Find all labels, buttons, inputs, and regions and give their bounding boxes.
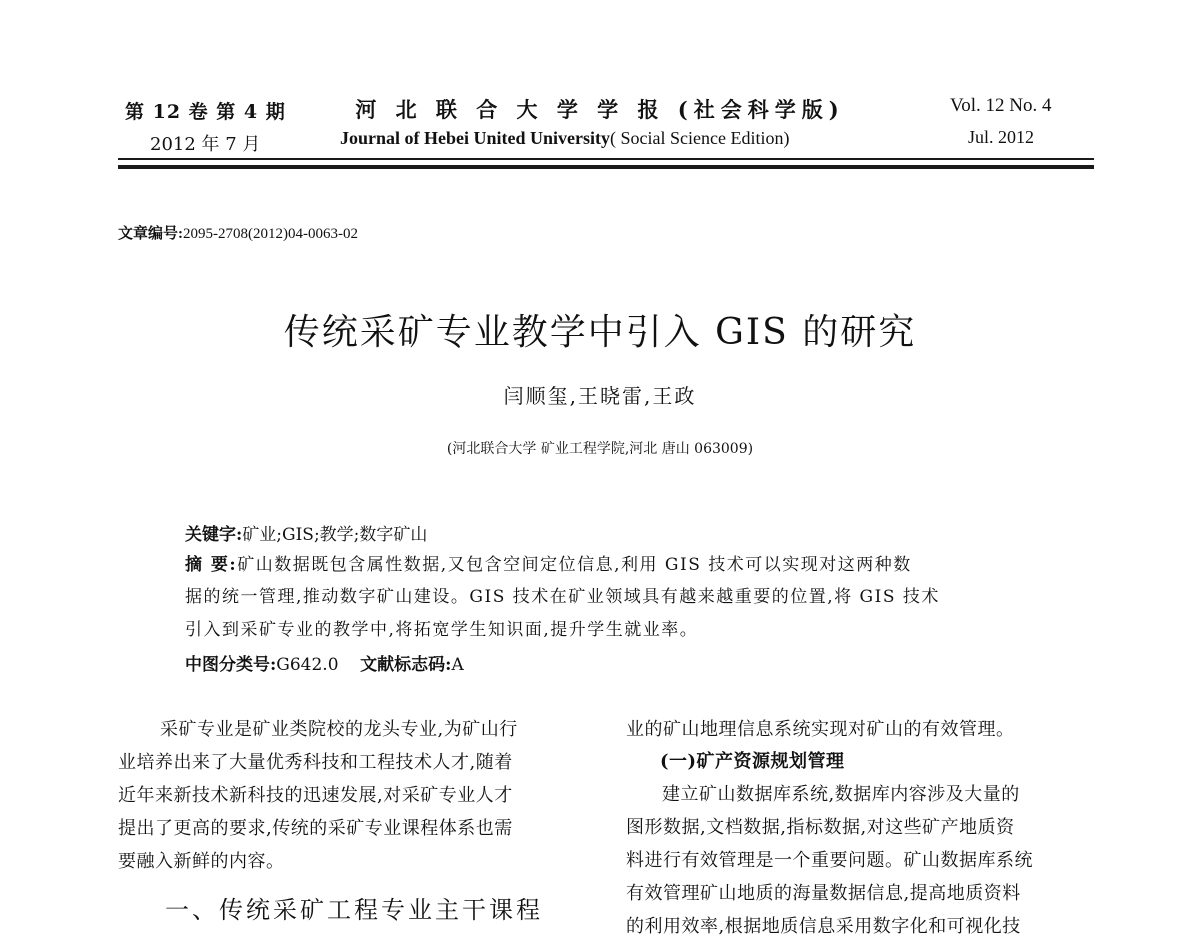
- article-number-label: 文章编号:: [118, 226, 183, 242]
- left-paragraph-line: 采矿专业是矿业类院校的龙头专业,为矿山行: [160, 719, 518, 740]
- clc-label: 中图分类号:: [185, 655, 277, 675]
- doc-code-value: A: [451, 655, 464, 675]
- vol-no: Vol. 12 No. 4: [950, 95, 1052, 116]
- authors: 闫顺玺,王晓雷,王政: [503, 384, 697, 408]
- paper-title: 传统采矿专业教学中引入 GIS 的研究: [283, 312, 917, 353]
- article-number-value: 2095-2708(2012)04-0063-02: [183, 226, 358, 242]
- article-number: [118, 222, 358, 243]
- abstract-label: 摘 要:: [185, 555, 238, 575]
- section-heading: 一、传统采矿工程专业主干课程: [165, 896, 543, 924]
- clc-value: G642.0: [276, 655, 339, 675]
- abstract-text: 矿山数据既包含属性数据,又包含空间定位信息,利用 GIS 技术可以实现对这两种数: [237, 555, 912, 575]
- right-paragraph-line: 料进行有效管理是一个重要问题。矿山数据库系统: [626, 850, 1033, 871]
- affiliation: (河北联合大学 矿业工程学院,河北 唐山 063009): [446, 441, 754, 457]
- journal-title-en: [340, 128, 789, 149]
- classification: [185, 650, 464, 675]
- left-paragraph-line: 提出了更高的要求,传统的采矿专业课程体系也需: [118, 818, 513, 839]
- left-paragraph-line: 要融入新鲜的内容。: [118, 851, 285, 872]
- right-paragraph-line: 业的矿山地理信息系统实现对矿山的有效管理。: [626, 719, 1015, 740]
- abstract-line-3: 引入到采矿专业的教学中,将拓宽学生知识面,提升学生就业率。: [185, 620, 699, 640]
- right-paragraph-line: 有效管理矿山地质的海量数据信息,提高地质资料: [626, 883, 1021, 904]
- left-paragraph-line: 近年来新技术新科技的迅速发展,对采矿专业人才: [118, 785, 513, 806]
- journal-title-cn: 河 北 联 合 大 学 学 报 (社会科学版): [355, 97, 845, 122]
- keywords-value: 矿业;GIS;教学;数字矿山: [242, 525, 428, 545]
- journal-edition-en: ( Social Science Edition): [610, 128, 790, 148]
- abstract-line-1: [185, 550, 912, 575]
- keywords-label: 关键字:: [185, 525, 243, 545]
- doc-code-label: 文献标志码:: [360, 655, 452, 675]
- header-rule-thick: [118, 165, 1094, 169]
- volume-issue: 第 12 卷 第 4 期: [125, 101, 286, 123]
- date-en: Jul. 2012: [968, 127, 1035, 147]
- keywords: [185, 520, 427, 545]
- date-cn: 2012 年 7 月: [150, 134, 261, 155]
- journal-name-en: Journal of Hebei United University: [340, 128, 610, 148]
- left-paragraph-line: 业培养出来了大量优秀科技和工程技术人才,随着: [118, 752, 513, 773]
- header-rule-thin: [118, 158, 1094, 160]
- right-paragraph-line: 图形数据,文档数据,指标数据,对这些矿产地质资: [626, 817, 1015, 838]
- right-paragraph-line: 的利用效率,根据地质信息采用数字化和可视化技: [626, 916, 1021, 937]
- subsection-heading: (一)矿产资源规划管理: [660, 751, 845, 772]
- abstract-line-2: 据的统一管理,推动数字矿山建设。GIS 技术在矿业领域具有越来越重要的位置,将 GIS 技术: [185, 587, 940, 607]
- right-paragraph-line: 建立矿山数据库系统,数据库内容涉及大量的: [662, 784, 1020, 805]
